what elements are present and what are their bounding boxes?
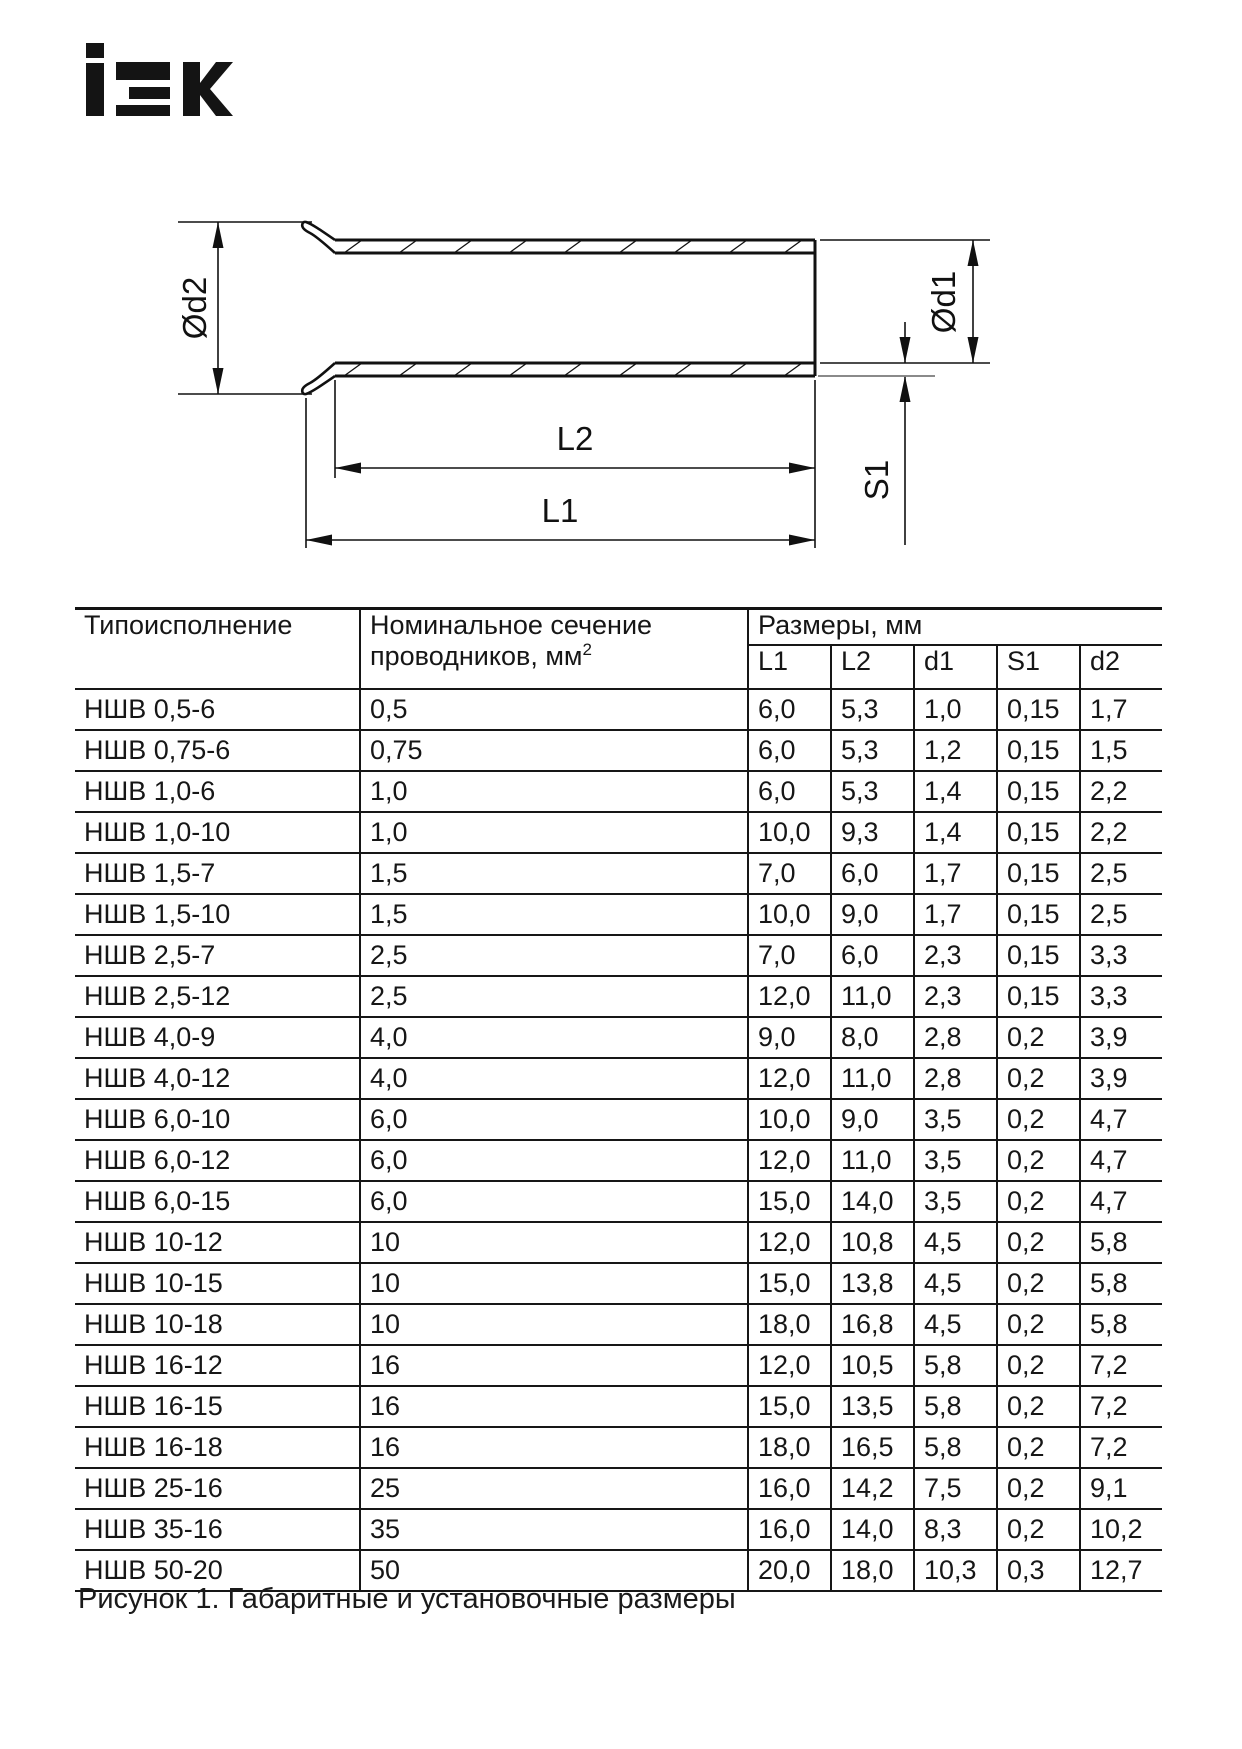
cell-l2: 10,8 bbox=[831, 1222, 914, 1263]
dimensions-table bbox=[75, 607, 1162, 1592]
table-row bbox=[75, 1017, 1162, 1058]
cell-d2: 5,8 bbox=[1080, 1304, 1162, 1345]
cell-l1: 20,0 bbox=[748, 1550, 831, 1591]
cell-l1: 15,0 bbox=[748, 1263, 831, 1304]
cell-section: 4,0 bbox=[360, 1017, 748, 1058]
dim-label-l1: L1 bbox=[541, 492, 579, 529]
flare bbox=[302, 222, 335, 394]
cell-l2: 6,0 bbox=[831, 853, 914, 894]
table-row bbox=[75, 935, 1162, 976]
cell-s1: 0,15 bbox=[997, 894, 1080, 935]
cell-section: 6,0 bbox=[360, 1181, 748, 1222]
cell-type: НШВ 50-20 bbox=[75, 1550, 360, 1591]
cell-l2: 9,3 bbox=[831, 812, 914, 853]
cell-d1: 4,5 bbox=[914, 1304, 997, 1345]
cell-l2: 11,0 bbox=[831, 1058, 914, 1099]
cell-section: 0,75 bbox=[360, 730, 748, 771]
cell-d1: 3,5 bbox=[914, 1140, 997, 1181]
wall-hatching bbox=[344, 240, 802, 376]
table-body bbox=[75, 689, 1162, 1591]
cell-l1: 12,0 bbox=[748, 1345, 831, 1386]
cell-type: НШВ 1,0-6 bbox=[75, 771, 360, 812]
cell-l1: 12,0 bbox=[748, 976, 831, 1017]
cell-section: 1,0 bbox=[360, 771, 748, 812]
dim-label-d2: Ød2 bbox=[176, 276, 213, 340]
cell-type: НШВ 4,0-9 bbox=[75, 1017, 360, 1058]
cell-l1: 15,0 bbox=[748, 1386, 831, 1427]
cell-l1: 9,0 bbox=[748, 1017, 831, 1058]
cell-section: 10 bbox=[360, 1222, 748, 1263]
cell-d2: 2,2 bbox=[1080, 812, 1162, 853]
cell-s1: 0,15 bbox=[997, 935, 1080, 976]
cell-section: 2,5 bbox=[360, 976, 748, 1017]
cell-type: НШВ 16-15 bbox=[75, 1386, 360, 1427]
cell-section: 6,0 bbox=[360, 1140, 748, 1181]
cell-d1: 5,8 bbox=[914, 1345, 997, 1386]
cell-d1: 5,8 bbox=[914, 1427, 997, 1468]
cell-d2: 7,2 bbox=[1080, 1345, 1162, 1386]
cell-s1: 0,2 bbox=[997, 1181, 1080, 1222]
cell-d2: 9,1 bbox=[1080, 1468, 1162, 1509]
cell-section: 10 bbox=[360, 1263, 748, 1304]
cell-s1: 0,2 bbox=[997, 1140, 1080, 1181]
cell-d2: 7,2 bbox=[1080, 1427, 1162, 1468]
cell-d1: 1,7 bbox=[914, 853, 997, 894]
col-header-d2: d2 bbox=[1080, 645, 1162, 689]
cell-d2: 2,5 bbox=[1080, 853, 1162, 894]
cell-l1: 6,0 bbox=[748, 730, 831, 771]
table-row bbox=[75, 976, 1162, 1017]
cell-section: 16 bbox=[360, 1427, 748, 1468]
cell-s1: 0,15 bbox=[997, 771, 1080, 812]
cell-type: НШВ 6,0-15 bbox=[75, 1181, 360, 1222]
cell-l2: 5,3 bbox=[831, 730, 914, 771]
cell-type: НШВ 2,5-12 bbox=[75, 976, 360, 1017]
cell-d2: 4,7 bbox=[1080, 1140, 1162, 1181]
cell-type: НШВ 2,5-7 bbox=[75, 935, 360, 976]
cell-s1: 0,15 bbox=[997, 853, 1080, 894]
cell-type: НШВ 0,75-6 bbox=[75, 730, 360, 771]
cell-type: НШВ 1,5-10 bbox=[75, 894, 360, 935]
cell-type: НШВ 4,0-12 bbox=[75, 1058, 360, 1099]
cell-l1: 12,0 bbox=[748, 1222, 831, 1263]
table-row bbox=[75, 1427, 1162, 1468]
cell-section: 1,5 bbox=[360, 894, 748, 935]
cell-d2: 4,7 bbox=[1080, 1099, 1162, 1140]
cell-l1: 10,0 bbox=[748, 894, 831, 935]
cell-section: 1,0 bbox=[360, 812, 748, 853]
table-row bbox=[75, 1222, 1162, 1263]
cell-l1: 7,0 bbox=[748, 935, 831, 976]
cell-s1: 0,15 bbox=[997, 689, 1080, 730]
cell-l1: 6,0 bbox=[748, 771, 831, 812]
cell-d2: 3,3 bbox=[1080, 935, 1162, 976]
cell-d2: 4,7 bbox=[1080, 1181, 1162, 1222]
cell-section: 6,0 bbox=[360, 1099, 748, 1140]
cell-l1: 16,0 bbox=[748, 1468, 831, 1509]
table-row bbox=[75, 853, 1162, 894]
cell-d1: 2,3 bbox=[914, 935, 997, 976]
cell-d1: 8,3 bbox=[914, 1509, 997, 1550]
col-header-section-line2: проводников, мм bbox=[370, 641, 583, 671]
cell-type: НШВ 35-16 bbox=[75, 1509, 360, 1550]
cell-l2: 5,3 bbox=[831, 771, 914, 812]
cell-l2: 18,0 bbox=[831, 1550, 914, 1591]
cell-d1: 3,5 bbox=[914, 1181, 997, 1222]
cell-l1: 18,0 bbox=[748, 1427, 831, 1468]
cell-d1: 1,4 bbox=[914, 812, 997, 853]
col-header-section bbox=[360, 609, 748, 689]
table-row bbox=[75, 689, 1162, 730]
cell-l2: 10,5 bbox=[831, 1345, 914, 1386]
table-row bbox=[75, 1263, 1162, 1304]
cell-type: НШВ 10-15 bbox=[75, 1263, 360, 1304]
cell-section: 10 bbox=[360, 1304, 748, 1345]
cell-d1: 4,5 bbox=[914, 1263, 997, 1304]
cell-d2: 3,9 bbox=[1080, 1058, 1162, 1099]
cell-d2: 2,2 bbox=[1080, 771, 1162, 812]
cell-section: 16 bbox=[360, 1386, 748, 1427]
dim-label-l2: L2 bbox=[556, 420, 594, 457]
table-row bbox=[75, 1099, 1162, 1140]
table-row bbox=[75, 1468, 1162, 1509]
cell-d2: 5,8 bbox=[1080, 1222, 1162, 1263]
cell-l1: 18,0 bbox=[748, 1304, 831, 1345]
table-row bbox=[75, 1345, 1162, 1386]
cell-d1: 1,4 bbox=[914, 771, 997, 812]
cell-l2: 9,0 bbox=[831, 894, 914, 935]
cell-s1: 0,3 bbox=[997, 1550, 1080, 1591]
figure-caption: Рисунок 1. Габаритные и установочные размеры bbox=[78, 1583, 736, 1615]
ferrule-dimensional-drawing bbox=[0, 0, 1242, 600]
cell-d1: 5,8 bbox=[914, 1386, 997, 1427]
cell-l2: 16,8 bbox=[831, 1304, 914, 1345]
cell-d2: 5,8 bbox=[1080, 1263, 1162, 1304]
col-header-section-line1: Номинальное сечение bbox=[370, 610, 653, 640]
dim-label-d1: Ød1 bbox=[925, 270, 962, 334]
cell-l2: 6,0 bbox=[831, 935, 914, 976]
cell-d1: 7,5 bbox=[914, 1468, 997, 1509]
cell-type: НШВ 16-12 bbox=[75, 1345, 360, 1386]
cell-s1: 0,2 bbox=[997, 1345, 1080, 1386]
col-header-l1: L1 bbox=[748, 645, 831, 689]
cell-d2: 12,7 bbox=[1080, 1550, 1162, 1591]
cell-d2: 1,7 bbox=[1080, 689, 1162, 730]
cell-s1: 0,15 bbox=[997, 812, 1080, 853]
cell-d1: 2,3 bbox=[914, 976, 997, 1017]
cell-d1: 2,8 bbox=[914, 1017, 997, 1058]
cell-section: 35 bbox=[360, 1509, 748, 1550]
table-row bbox=[75, 1140, 1162, 1181]
dim-label-s1: S1 bbox=[858, 459, 895, 501]
cell-l1: 7,0 bbox=[748, 853, 831, 894]
col-header-type: Типоисполнение bbox=[75, 609, 360, 689]
cell-s1: 0,2 bbox=[997, 1304, 1080, 1345]
cell-section: 25 bbox=[360, 1468, 748, 1509]
table-row bbox=[75, 1181, 1162, 1222]
col-header-d1: d1 bbox=[914, 645, 997, 689]
cell-l2: 5,3 bbox=[831, 689, 914, 730]
cell-d2: 10,2 bbox=[1080, 1509, 1162, 1550]
cell-type: НШВ 1,5-7 bbox=[75, 853, 360, 894]
tube-body bbox=[335, 240, 815, 376]
cell-l1: 10,0 bbox=[748, 1099, 831, 1140]
cell-s1: 0,15 bbox=[997, 976, 1080, 1017]
cell-d1: 10,3 bbox=[914, 1550, 997, 1591]
cell-l1: 10,0 bbox=[748, 812, 831, 853]
col-header-dimensions: Размеры, мм bbox=[748, 609, 1162, 645]
cell-s1: 0,2 bbox=[997, 1222, 1080, 1263]
cell-s1: 0,2 bbox=[997, 1386, 1080, 1427]
cell-l2: 11,0 bbox=[831, 976, 914, 1017]
cell-s1: 0,2 bbox=[997, 1509, 1080, 1550]
cell-l2: 11,0 bbox=[831, 1140, 914, 1181]
cell-d1: 1,2 bbox=[914, 730, 997, 771]
cell-l2: 14,2 bbox=[831, 1468, 914, 1509]
cell-l2: 13,8 bbox=[831, 1263, 914, 1304]
cell-section: 2,5 bbox=[360, 935, 748, 976]
cell-s1: 0,2 bbox=[997, 1427, 1080, 1468]
cell-s1: 0,2 bbox=[997, 1058, 1080, 1099]
cell-l1: 6,0 bbox=[748, 689, 831, 730]
cell-l2: 8,0 bbox=[831, 1017, 914, 1058]
col-header-s1: S1 bbox=[997, 645, 1080, 689]
cell-section: 0,5 bbox=[360, 689, 748, 730]
cell-l2: 16,5 bbox=[831, 1427, 914, 1468]
cell-s1: 0,2 bbox=[997, 1263, 1080, 1304]
cell-type: НШВ 16-18 bbox=[75, 1427, 360, 1468]
table-row bbox=[75, 730, 1162, 771]
cell-l1: 16,0 bbox=[748, 1509, 831, 1550]
cell-s1: 0,15 bbox=[997, 730, 1080, 771]
table-row bbox=[75, 894, 1162, 935]
table-row bbox=[75, 1386, 1162, 1427]
table-row bbox=[75, 812, 1162, 853]
cell-d2: 2,5 bbox=[1080, 894, 1162, 935]
cell-d1: 3,5 bbox=[914, 1099, 997, 1140]
table-row bbox=[75, 771, 1162, 812]
cell-l2: 14,0 bbox=[831, 1181, 914, 1222]
cell-d1: 4,5 bbox=[914, 1222, 997, 1263]
cell-l2: 13,5 bbox=[831, 1386, 914, 1427]
cell-d1: 1,0 bbox=[914, 689, 997, 730]
cell-s1: 0,2 bbox=[997, 1017, 1080, 1058]
cell-l2: 14,0 bbox=[831, 1509, 914, 1550]
cell-s1: 0,2 bbox=[997, 1468, 1080, 1509]
cell-section: 50 bbox=[360, 1550, 748, 1591]
cell-l2: 9,0 bbox=[831, 1099, 914, 1140]
cell-type: НШВ 10-12 bbox=[75, 1222, 360, 1263]
cell-type: НШВ 10-18 bbox=[75, 1304, 360, 1345]
cell-section: 16 bbox=[360, 1345, 748, 1386]
cell-type: НШВ 1,0-10 bbox=[75, 812, 360, 853]
cell-section: 1,5 bbox=[360, 853, 748, 894]
cell-type: НШВ 0,5-6 bbox=[75, 689, 360, 730]
cell-d2: 1,5 bbox=[1080, 730, 1162, 771]
cell-d2: 3,3 bbox=[1080, 976, 1162, 1017]
cell-type: НШВ 6,0-10 bbox=[75, 1099, 360, 1140]
cell-d2: 3,9 bbox=[1080, 1017, 1162, 1058]
cell-l1: 12,0 bbox=[748, 1140, 831, 1181]
col-header-l2: L2 bbox=[831, 645, 914, 689]
table-row bbox=[75, 1509, 1162, 1550]
cell-s1: 0,2 bbox=[997, 1099, 1080, 1140]
cell-type: НШВ 6,0-12 bbox=[75, 1140, 360, 1181]
cell-section: 4,0 bbox=[360, 1058, 748, 1099]
table-row bbox=[75, 1058, 1162, 1099]
table-row bbox=[75, 1304, 1162, 1345]
cell-d1: 2,8 bbox=[914, 1058, 997, 1099]
cell-l1: 12,0 bbox=[748, 1058, 831, 1099]
cell-d2: 7,2 bbox=[1080, 1386, 1162, 1427]
col-header-section-sup: 2 bbox=[582, 640, 592, 659]
cell-d1: 1,7 bbox=[914, 894, 997, 935]
cell-type: НШВ 25-16 bbox=[75, 1468, 360, 1509]
cell-l1: 15,0 bbox=[748, 1181, 831, 1222]
